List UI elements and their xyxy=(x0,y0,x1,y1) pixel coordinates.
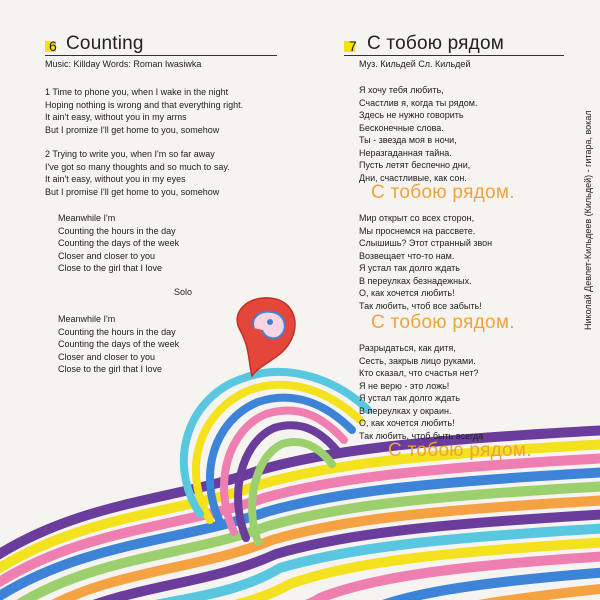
lyric-line: Meanwhile I'm xyxy=(58,213,116,223)
lyric-line: Meanwhile I'm xyxy=(58,314,116,324)
lyric-line: Так любить, чтоб быть всегда xyxy=(359,430,484,441)
lyric-line: Неразгаданная тайна. xyxy=(359,147,452,158)
side-credit-vertical: Николай Девлет-Кильдеев (Кильдей) - гитара, вокал xyxy=(583,110,593,330)
solo-label: Solo xyxy=(174,287,193,297)
song6-credits: Music: Killday Words: Roman Iwasiwka xyxy=(45,59,202,69)
title-underline xyxy=(344,55,564,56)
lyric-line: Counting the days of the week xyxy=(58,339,180,349)
song7-verse-3 xyxy=(359,342,483,442)
lyric-line: It ain't easy, without you in my arms xyxy=(45,112,187,122)
lyric-line: Дни, счастливые, как сон. xyxy=(359,172,467,183)
lyric-line: Closer and closer to you xyxy=(58,351,156,362)
lyric-line: Counting the hours in the day xyxy=(58,225,176,236)
lyric-line: Здесь не нужно говорить xyxy=(359,110,464,120)
lyric-line: Мы проснемся на рассвете. xyxy=(359,225,476,236)
lyric-line: В переулках у окраин. xyxy=(359,405,452,416)
track-number-6: 6 xyxy=(49,38,57,54)
lyric-line: 2 Trying to write you, when I'm so far away xyxy=(45,149,215,159)
paisley-ornament xyxy=(237,298,295,376)
lyric-line: Counting the hours in the day xyxy=(58,326,176,337)
title-underline xyxy=(45,55,277,56)
lyric-line: Я устал так долго ждать xyxy=(359,393,460,403)
song7-credits: Муз. Кильдей Сл. Кильдей xyxy=(359,59,471,69)
lyric-line: Closer and closer to you xyxy=(58,250,156,261)
lyric-line: But I promize I'll get home to you, somehow xyxy=(45,124,220,135)
lyric-line: Мир открыт со всех сторон, xyxy=(359,213,475,223)
lyric-line: Бесконечные слова. xyxy=(359,122,444,133)
lyric-line: Counting the days of the week xyxy=(58,238,180,248)
lyric-line: Я не верю - это ложь! xyxy=(359,380,450,391)
lyric-line: Я хочу тебя любить, xyxy=(359,85,444,95)
lyric-line: Ты - звезда моя в ночи, xyxy=(359,135,457,145)
lyric-line: Hoping nothing is wrong and that everything right. xyxy=(45,99,244,110)
refrain-title: С тобою рядом. xyxy=(371,182,515,203)
lyric-line: Пусть летят беспечно дни, xyxy=(359,160,471,170)
lyric-line: О, как хочется любить! xyxy=(359,418,455,428)
lyric-line: Так любить, чтоб все забыть! xyxy=(359,300,482,311)
lyric-line: О, как хочется любить! xyxy=(359,288,455,298)
lyric-line: I've got so many thoughts and so much to say. xyxy=(45,161,230,172)
lyric-line: It ain't easy, without you in my eyes xyxy=(45,174,186,184)
song6-chorus-1 xyxy=(58,212,179,275)
lyric-line: Close to the girl that I love xyxy=(58,364,163,374)
lyric-line: Сесть, закрыв лицо руками. xyxy=(359,355,476,366)
lyric-line: Кто сказал, что счастья нет? xyxy=(359,368,479,378)
refrain-title: С тобою рядом. xyxy=(388,440,532,461)
lyric-line: Разрыдаться, как дитя, xyxy=(359,343,456,353)
song7-verse-2 xyxy=(359,212,492,312)
song6-verse-1 xyxy=(45,86,243,136)
song-title-counting: Counting xyxy=(66,33,144,54)
lyric-line: Close to the girl that I love xyxy=(58,263,163,273)
lyric-line: 1 Time to phone you, when I wake in the night xyxy=(45,87,229,97)
lyric-line: But I promise I'll get home to you, somehow xyxy=(45,186,220,197)
song7-verse-1 xyxy=(359,84,477,184)
track-number-7: 7 xyxy=(349,38,357,54)
song-title-s-toboyu-ryadom: С тобою рядом xyxy=(367,33,504,54)
song6-verse-2 xyxy=(45,148,230,198)
lyric-line: Счастлив я, когда ты рядом. xyxy=(359,97,478,108)
lyric-line: В переулках безнадежных. xyxy=(359,275,472,286)
lyric-line: Слышишь? Этот странный звон xyxy=(359,238,493,248)
lyric-line: Возвещает что-то нам. xyxy=(359,250,455,261)
refrain-title: С тобою рядом. xyxy=(371,312,515,333)
lyric-line: Я устал так долго ждать xyxy=(359,263,460,273)
song6-chorus-2 xyxy=(58,313,179,376)
